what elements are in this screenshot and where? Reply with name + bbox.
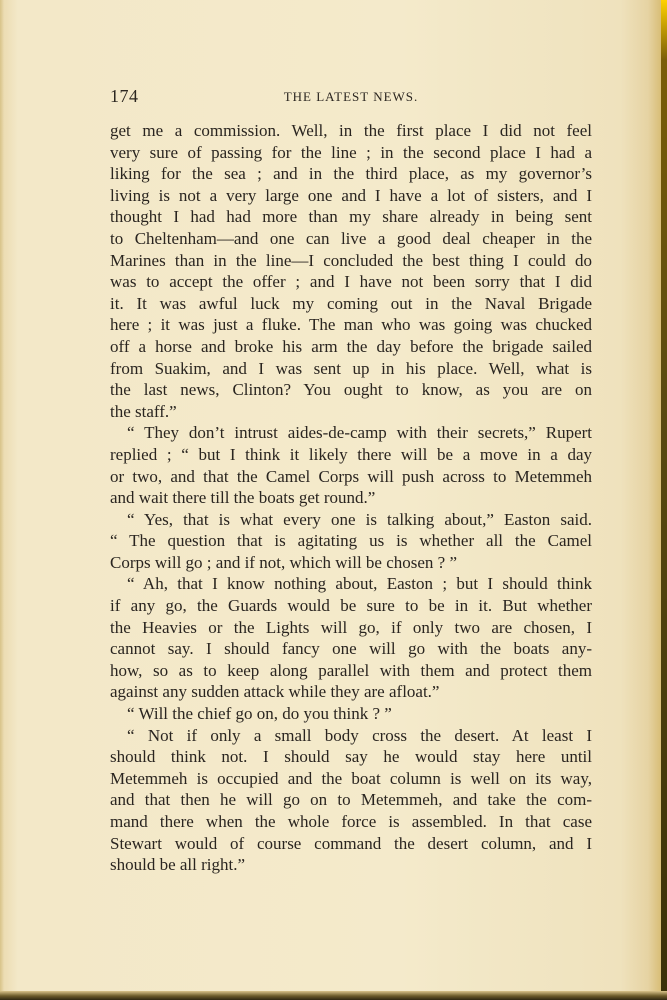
text-line: Metemmeh is occupied and the boat column is well on its way,	[110, 768, 592, 788]
text-line: and wait there till the boats get round.”	[110, 488, 376, 508]
body-text	[110, 120, 592, 876]
text-line: the last news, Clinton? You ought to know, as you are on	[110, 380, 592, 400]
text-line: how, so as to keep along parallel with them and protect them	[110, 660, 592, 680]
text-line: “ Will the chief go on, do you think ? ”	[127, 704, 392, 724]
text-line: should be all right.”	[110, 855, 246, 875]
text-line: or two, and that the Camel Corps will push across to Metemmeh	[110, 466, 592, 486]
text-line: was to accept the offer ; and I have not been sorry that I did	[110, 272, 592, 292]
text-line: cannot say. I should fancy one will go with the boats any-	[110, 639, 592, 659]
text-line: off a horse and broke his arm the day before the brigade sailed	[110, 336, 592, 356]
text-line: the staff.”	[110, 401, 177, 421]
page-number: 174	[110, 86, 139, 106]
text-line: thought I had had more than my share already in being sent	[110, 207, 592, 227]
text-line: “ Not if only a small body cross the desert. At least I	[127, 725, 592, 745]
running-head: THE LATEST NEWS.	[283, 89, 419, 104]
text-line: “ They don’t intrust aides-de-camp with their secrets,” Rupert	[127, 423, 592, 443]
text-line: Stewart would of course command the desert column, and I	[110, 833, 592, 853]
text-line: it. It was awful luck my coming out in the Naval Brigade	[110, 293, 592, 313]
text-line: Marines than in the line—I concluded the best thing I could do	[110, 250, 592, 270]
text-line: if any go, the Guards would be sure to be in it. But whether	[110, 596, 592, 616]
text-line: “ Ah, that I know nothing about, Easton ; but I should think	[127, 574, 592, 594]
text-line: very sure of passing for the line ; in the second place I had a	[110, 142, 592, 162]
text-line: to Cheltenham—and one can live a good deal cheaper in the	[110, 228, 592, 248]
text-line: mand there when the whole force is assembled. In that case	[110, 812, 592, 831]
text-line: from Suakim, and I was sent up in his place. Well, what is	[110, 358, 592, 378]
text-line: here ; it was just a fluke. The man who was going was chucked	[110, 315, 592, 335]
text-line: the Heavies or the Lights will go, if only two are chosen, I	[110, 617, 592, 637]
text-line: get me a commission. Well, in the first place I did not feel	[110, 121, 592, 140]
text-line: against any sudden attack while they are afloat.”	[110, 682, 440, 702]
page-edge-right	[661, 0, 667, 1000]
text-line: replied ; “ but I think it likely there will be a move in a day	[110, 444, 592, 464]
text-line: and that then he will go on to Metemmeh, and take the com-	[110, 790, 592, 810]
text-line: liking for the sea ; and in the third place, as my governor’s	[110, 164, 592, 184]
text-line: “ Yes, that is what every one is talking about,” Easton said.	[127, 509, 592, 529]
text-line: should think not. I should say he would stay here until	[110, 747, 592, 767]
page-gutter-shadow	[0, 0, 4, 1000]
page-edge-bottom	[0, 991, 667, 1000]
text-line: living is not a very large one and I have a lot of sisters, and I	[110, 185, 592, 205]
page-header	[110, 86, 592, 108]
text-line: “ The question that is agitating us is whether all the Camel	[110, 531, 592, 551]
text-line: Corps will go ; and if not, which will be chosen ? ”	[110, 552, 458, 572]
